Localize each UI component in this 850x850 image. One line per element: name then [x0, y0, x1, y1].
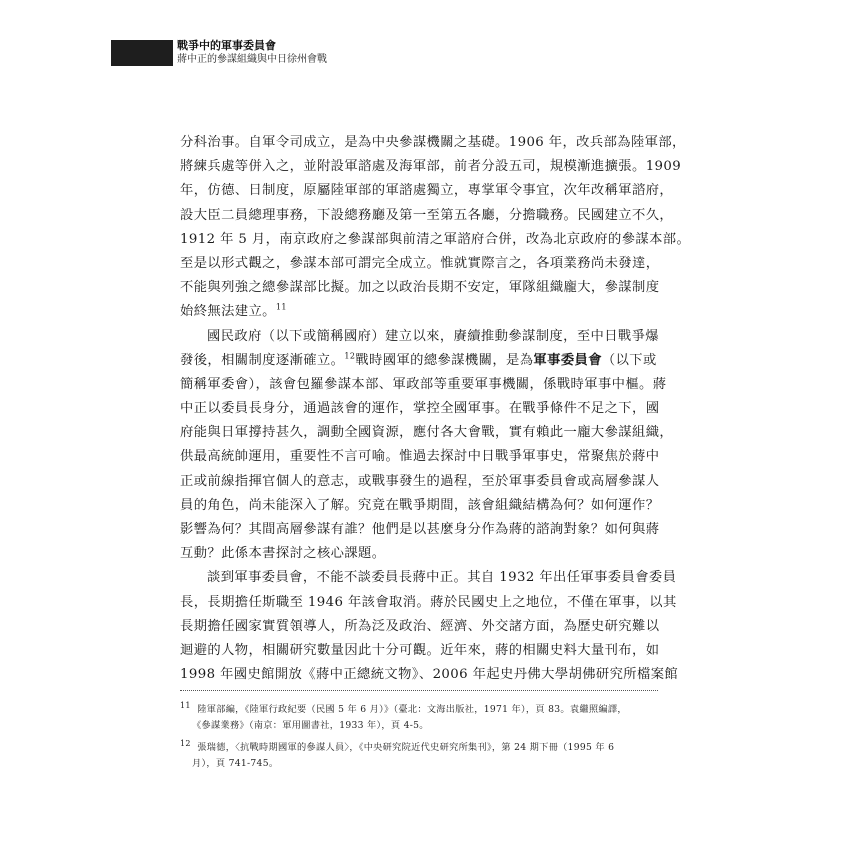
body-line — [180, 276, 660, 300]
footnote-line — [180, 756, 660, 772]
footnote-marker[interactable]: 12 — [344, 351, 356, 361]
body-line — [180, 179, 674, 203]
book-title: 戰爭中的軍事委員會 — [177, 39, 276, 52]
body-line-text: 互動？此係本書探討之核心課題。 — [180, 546, 386, 562]
body-line-text: 迴避的人物，相關研究數量因此十分可觀。近年來，蔣的相關史料大量刊布，如 — [180, 642, 660, 658]
body-line — [180, 300, 660, 324]
body-line — [180, 228, 691, 252]
body-line-text: 府能與日軍撐持甚久，調動全國資源，應付各大會戰，實有賴此一龐大參謀組織， — [180, 425, 674, 441]
footnote-text: 月），頁 741-745。 — [192, 758, 279, 769]
body-line — [180, 639, 660, 663]
body-line-text: 發後，相關制度逐漸確立。 — [180, 352, 345, 368]
body-line — [180, 470, 660, 494]
body-line — [180, 615, 660, 639]
body-line-text: 1998 年國史館開放《蔣中正總統文物》、2006 年起史丹佛大學胡佛研究所檔案館 — [180, 667, 679, 683]
body-line — [180, 591, 677, 615]
body-line-text: 供最高統帥運用，重要性不言可喻。惟過去探討中日戰爭軍事史，常聚焦於蔣中 — [180, 449, 660, 465]
body-line — [180, 204, 674, 228]
book-subtitle: 蔣中正的參謀組織與中日徐州會戰 — [177, 54, 327, 65]
footnote-number: 12 — [180, 738, 191, 748]
body-line-text: 長期擔任國家實質領導人，所為泛及政治、經濟、外交諸方面，為歷史研究難以 — [180, 618, 660, 634]
body-line — [180, 252, 660, 276]
body-line-text: 年，仿德、日制度，原屬陸軍部的軍諮處獨立，專掌軍令事宜，次年改稱軍諮府， — [180, 183, 674, 199]
body-line-text: 始終無法建立。 — [180, 304, 276, 320]
body-line-text: 將練兵處等併入之，並附設軍諮處及海軍部，前者分設五司，規模漸進擴張。1909 — [180, 159, 682, 175]
body-line-text: 不能與列強之總參謀部比擬。加之以政治長期不安定，軍隊組織龐大，參謀制度 — [180, 280, 660, 296]
body-line — [180, 421, 674, 445]
body-text — [180, 131, 691, 687]
header-block — [111, 40, 173, 66]
body-line-text: 簡稱軍委會），該會包羅參謀本部、軍政部等重要軍事機關，係戰時軍事中樞。蔣 — [180, 376, 667, 392]
body-line — [180, 155, 682, 179]
body-line-text: 設大臣二員總理事務，下設總務廳及第一至第五各廳，分擔職務。民國建立不久， — [180, 207, 674, 223]
emphasized-term: 軍事委員會 — [533, 352, 602, 368]
footnotes — [180, 702, 660, 772]
body-line — [180, 518, 660, 542]
body-line-text: 戰時國軍的總參謀機關，是為 — [355, 352, 534, 368]
running-header — [177, 39, 327, 66]
body-line — [180, 325, 660, 349]
body-line — [180, 494, 660, 518]
body-line — [180, 445, 660, 469]
footnote-text: 《參謀業務》（南京：軍用圖書社，1933 年），頁 4-5。 — [192, 720, 429, 731]
footnote-divider — [180, 690, 658, 691]
body-line-text: 員的角色，尚未能深入了解。究竟在戰爭期間，該會組織結構為何？如何運作？ — [180, 497, 660, 513]
body-line-text: 中正以委員長身分，通過該會的運作，掌控全國軍事。在戰爭條件不足之下，國 — [180, 401, 660, 417]
body-line-text: 1912 年 5 月，南京政府之參謀部與前清之軍諮府合併，改為北京政府的參謀本部。 — [180, 231, 691, 247]
body-line-text: 國民政府（以下或簡稱國府）建立以來，賡續推動參謀制度，至中日戰爭爆 — [207, 328, 659, 344]
body-line-text: （以下或 — [601, 352, 657, 368]
footnote-number: 11 — [180, 700, 191, 710]
footnote-line — [180, 740, 660, 756]
footnote-text: 陸軍部編，《陸軍行政紀要（民國 5 年 6 月）》（臺北：文海出版社，1971 年），頁 83。袁繼照編譯， — [197, 704, 627, 715]
footnote-line — [180, 702, 660, 718]
footnote-text: 張瑞德，〈抗戰時期國軍的參謀人員〉，《中央研究院近代史研究所集刊》，第 24 期下冊（1995 年 6 — [197, 742, 615, 753]
body-line-text: 分科治事。自軍令司成立，是為中央參謀機關之基礎。1906 年，改兵部為陸軍部， — [180, 135, 686, 150]
body-line — [180, 349, 660, 373]
body-line-text: 至是以形式觀之，參謀本部可謂完全成立。惟就實際言之，各項業務尚未發達， — [180, 255, 660, 271]
body-line — [180, 566, 677, 590]
body-line-text: 長，長期擔任斯職至 1946 年該會取消。蔣於民國史上之地位，不僅在軍事，以其 — [180, 594, 677, 610]
body-line-text: 影響為何？其間高層參謀有誰？他們是以甚麼身分作為蔣的諮詢對象？如何與蔣 — [180, 522, 660, 537]
body-line — [180, 373, 667, 397]
body-line — [180, 131, 686, 155]
footnote-marker[interactable]: 11 — [275, 302, 287, 312]
body-line — [180, 397, 660, 421]
body-line — [180, 542, 660, 566]
body-line-text: 正或前線指揮官個人的意志，或戰事發生的過程，至於軍事委員會或高層參謀人 — [180, 473, 660, 489]
footnote-line — [180, 718, 660, 734]
body-line — [180, 663, 679, 687]
body-line-text: 談到軍事委員會，不能不談委員長蔣中正。其自 1932 年出任軍事委員會委員 — [207, 570, 677, 586]
